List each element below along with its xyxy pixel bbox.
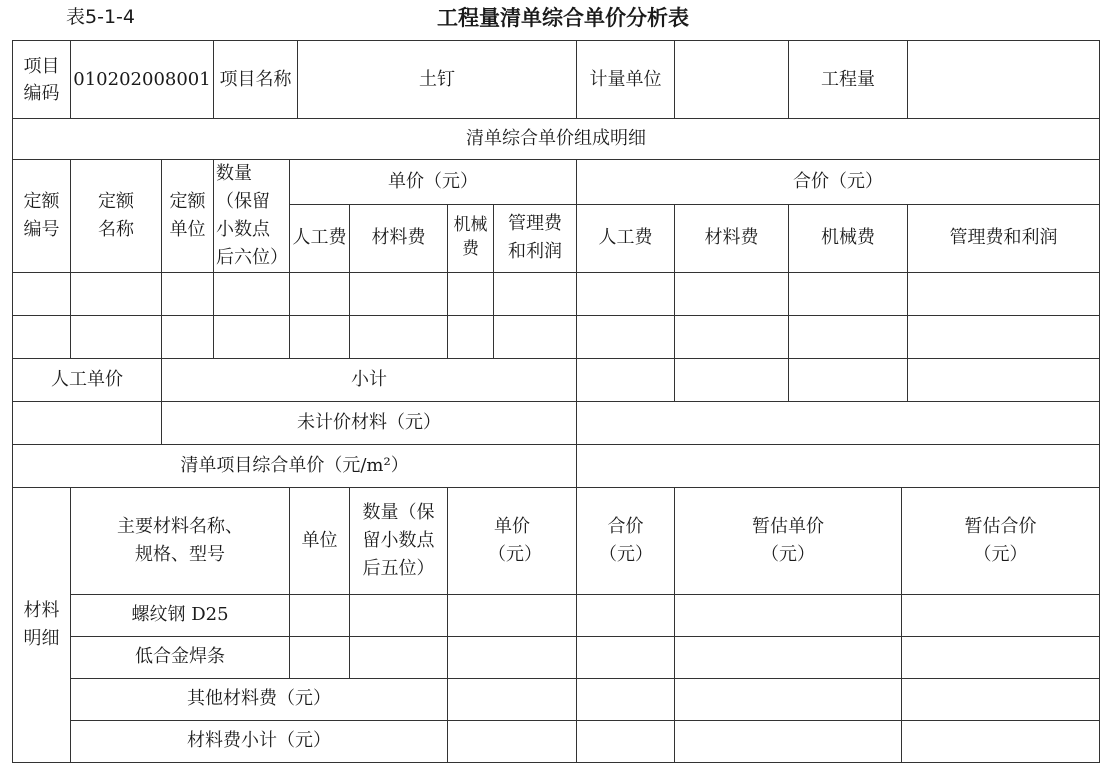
detail-cell bbox=[675, 315, 789, 358]
header-quota-no: 定额编号 bbox=[13, 160, 71, 273]
material-header-row bbox=[13, 487, 1100, 594]
section-title: 清单综合单价组成明细 bbox=[13, 119, 1100, 160]
detail-cell bbox=[290, 315, 350, 358]
detail-cell bbox=[71, 315, 162, 358]
header-total-price-group: 合价（元） bbox=[577, 160, 1100, 205]
other-material-fee-cell bbox=[675, 678, 902, 720]
other-material-fee-label: 其他材料费（元） bbox=[71, 678, 448, 720]
detail-cell bbox=[448, 315, 494, 358]
section-title-row bbox=[13, 119, 1100, 160]
composite-unit-price-value bbox=[577, 444, 1100, 487]
unpriced-material-value bbox=[577, 401, 1100, 444]
subtotal-label: 小计 bbox=[162, 358, 577, 401]
subtotal-cell bbox=[789, 358, 908, 401]
other-material-fee-cell bbox=[902, 678, 1100, 720]
material-header-unit: 单位 bbox=[290, 487, 350, 594]
composite-unit-price-label: 清单项目综合单价（元/m²） bbox=[13, 444, 577, 487]
material-header-unit-price: 单价（元） bbox=[448, 487, 577, 594]
quantity-value bbox=[908, 41, 1100, 119]
detail-cell bbox=[350, 272, 448, 315]
material-est-total-price bbox=[902, 594, 1100, 636]
material-subtotal-cell bbox=[577, 720, 675, 762]
material-section-label: 材料明细 bbox=[13, 487, 71, 762]
detail-cell bbox=[908, 272, 1100, 315]
material-est-unit-price bbox=[675, 594, 902, 636]
material-subtotal-cell bbox=[675, 720, 902, 762]
labor-unit-price-label: 人工单价 bbox=[13, 358, 162, 401]
detail-cell bbox=[789, 315, 908, 358]
measure-unit-label: 计量单位 bbox=[577, 41, 675, 119]
material-unit bbox=[290, 636, 350, 678]
detail-cell bbox=[13, 315, 71, 358]
material-total-price bbox=[577, 636, 675, 678]
material-quantity bbox=[350, 636, 448, 678]
header-quota-unit: 定额单位 bbox=[162, 160, 214, 273]
detail-cell bbox=[577, 315, 675, 358]
material-unit bbox=[290, 594, 350, 636]
detail-cell bbox=[214, 315, 290, 358]
material-header-quantity-5dp: 数量（保留小数点后五位） bbox=[350, 487, 448, 594]
header-quantity-6dp: 数量（保留小数点后六位） bbox=[214, 160, 290, 273]
table-number: 表5-1-4 bbox=[66, 6, 135, 28]
header-quota-name: 定额名称 bbox=[71, 160, 162, 273]
material-unit-price bbox=[448, 636, 577, 678]
detail-row bbox=[13, 272, 1100, 315]
other-material-fee-row bbox=[13, 678, 1100, 720]
detail-cell bbox=[494, 272, 577, 315]
material-est-unit-price bbox=[675, 636, 902, 678]
header-unit-machine: 机械费 bbox=[448, 204, 494, 272]
header-total-mgmt: 管理费和利润 bbox=[908, 204, 1100, 272]
detail-cell bbox=[162, 272, 214, 315]
material-subtotal-label: 材料费小计（元） bbox=[71, 720, 448, 762]
detail-cell bbox=[350, 315, 448, 358]
material-header-name: 主要材料名称、规格、型号 bbox=[71, 487, 290, 594]
unpriced-material-row bbox=[13, 401, 1100, 444]
detail-cell bbox=[71, 272, 162, 315]
header-unit-labor: 人工费 bbox=[290, 204, 350, 272]
header-total-material: 材料费 bbox=[675, 204, 789, 272]
composite-price-row bbox=[13, 444, 1100, 487]
item-code-label: 项目编码 bbox=[13, 41, 71, 119]
header-total-labor: 人工费 bbox=[577, 204, 675, 272]
subtotal-row bbox=[13, 358, 1100, 401]
detail-header-row-1 bbox=[13, 160, 1100, 205]
detail-row bbox=[13, 315, 1100, 358]
material-subtotal-row bbox=[13, 720, 1100, 762]
header-unit-price-group: 单价（元） bbox=[290, 160, 577, 205]
header-unit-material: 材料费 bbox=[350, 204, 448, 272]
page-title: 工程量清单综合单价分析表 bbox=[437, 6, 689, 30]
item-code-value: 010202008001 bbox=[71, 41, 214, 119]
header-total-machine: 机械费 bbox=[789, 204, 908, 272]
other-material-fee-cell bbox=[577, 678, 675, 720]
item-info-row bbox=[13, 41, 1100, 119]
detail-cell bbox=[789, 272, 908, 315]
material-subtotal-cell bbox=[902, 720, 1100, 762]
material-row bbox=[13, 636, 1100, 678]
item-name-value: 土钉 bbox=[298, 41, 577, 119]
material-unit-price bbox=[448, 594, 577, 636]
detail-cell bbox=[448, 272, 494, 315]
detail-cell bbox=[290, 272, 350, 315]
detail-cell bbox=[577, 272, 675, 315]
material-header-total-price: 合价（元） bbox=[577, 487, 675, 594]
detail-cell bbox=[494, 315, 577, 358]
quantity-label: 工程量 bbox=[789, 41, 908, 119]
detail-cell bbox=[162, 315, 214, 358]
detail-cell bbox=[13, 272, 71, 315]
material-header-est-unit-price: 暂估单价（元） bbox=[675, 487, 902, 594]
subtotal-cell bbox=[675, 358, 789, 401]
measure-unit-value bbox=[675, 41, 789, 119]
labor-unit-price-value bbox=[13, 401, 162, 444]
detail-cell bbox=[675, 272, 789, 315]
material-subtotal-cell bbox=[448, 720, 577, 762]
material-name: 低合金焊条 bbox=[71, 636, 290, 678]
other-material-fee-cell bbox=[448, 678, 577, 720]
material-total-price bbox=[577, 594, 675, 636]
material-name: 螺纹钢 D25 bbox=[71, 594, 290, 636]
cost-analysis-table bbox=[12, 40, 1100, 763]
material-est-total-price bbox=[902, 636, 1100, 678]
header-unit-mgmt: 管理费和利润 bbox=[494, 204, 577, 272]
detail-cell bbox=[908, 315, 1100, 358]
item-name-label: 项目名称 bbox=[214, 41, 298, 119]
material-quantity bbox=[350, 594, 448, 636]
unpriced-material-label: 未计价材料（元） bbox=[162, 401, 577, 444]
detail-cell bbox=[214, 272, 290, 315]
subtotal-cell bbox=[577, 358, 675, 401]
material-header-est-total-price: 暂估合价（元） bbox=[902, 487, 1100, 594]
subtotal-cell bbox=[908, 358, 1100, 401]
material-row bbox=[13, 594, 1100, 636]
